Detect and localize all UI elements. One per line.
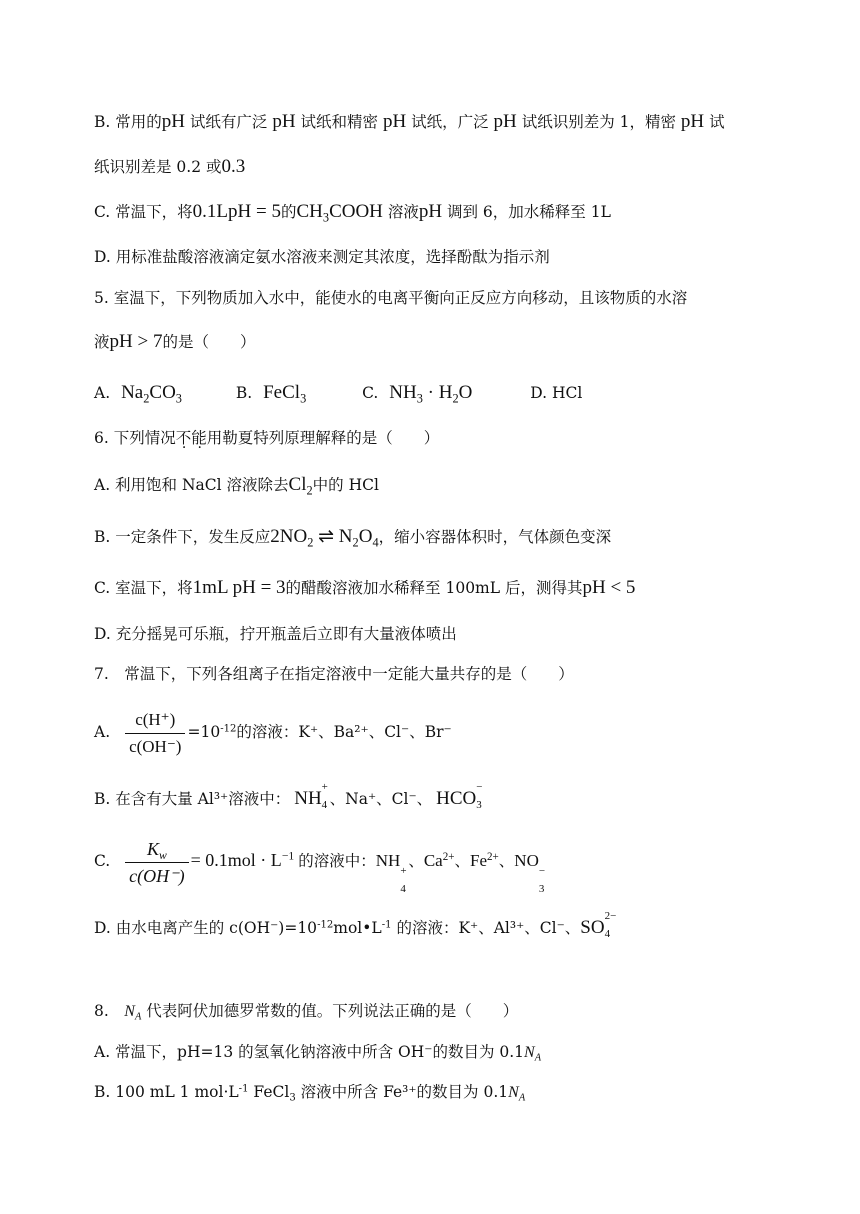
text: 8. bbox=[94, 1002, 125, 1020]
math-value: 0.3 bbox=[221, 156, 246, 177]
separator: 、 bbox=[498, 852, 515, 870]
text: 试纸有广泛 bbox=[184, 113, 273, 131]
option-4b-line-1 bbox=[94, 110, 780, 134]
separator: 、 bbox=[454, 852, 471, 870]
question-text: 代表阿伏加德罗常数的值。下列说法正确的是（ ） bbox=[141, 1002, 519, 1020]
fraction-h-over-oh: $\frac{c(H^+)}{c(OH^-)}$ bbox=[125, 707, 185, 760]
math-na: $N_A$ bbox=[524, 1044, 542, 1064]
ion-iron: $Fe^{2+}$ bbox=[470, 850, 499, 870]
text: 6. 下列情况 bbox=[94, 429, 176, 447]
text: 试纸识别差为 1，精密 bbox=[516, 113, 681, 131]
option-6a bbox=[94, 473, 780, 497]
formula-chlorine: $Cl_2$ bbox=[288, 474, 313, 498]
option-6b bbox=[94, 525, 780, 549]
text: B. 在含有大量 Al³⁺溶液中： bbox=[94, 790, 291, 808]
option-7b bbox=[94, 781, 780, 811]
text: 试纸，广泛 bbox=[406, 113, 494, 131]
exponent: -1 bbox=[381, 919, 392, 931]
text: B. 100 mL 1 mol·L bbox=[94, 1083, 239, 1101]
option-4b-line-2 bbox=[94, 155, 780, 179]
option-label: A. bbox=[94, 723, 111, 741]
fraction-kw-over-oh: $\frac{K_w}{c(OH^-)}$ bbox=[125, 836, 188, 889]
ion-sulfate: SO 2− 4 bbox=[580, 910, 617, 940]
text: C. 常温下，将 bbox=[94, 203, 193, 221]
text: C. 室温下，将 bbox=[94, 579, 193, 597]
option-7d bbox=[94, 910, 780, 940]
text: A. 利用饱和 NaCl 溶液除去 bbox=[94, 476, 289, 494]
option-label: B. bbox=[235, 384, 253, 402]
math-expr: pH < 5 bbox=[582, 577, 636, 598]
option-label: C. bbox=[94, 852, 111, 870]
option-7c bbox=[94, 828, 780, 893]
formula-ammonia-hydrate: $NH_3 \cdot H_2O$ bbox=[389, 382, 473, 406]
text: D. 由水电离产生的 c(OH⁻)=10 bbox=[94, 919, 318, 937]
math-ph: pH bbox=[418, 201, 443, 222]
ion-bicarbonate: HCO − 3 bbox=[436, 781, 483, 811]
text: B. 常用的 bbox=[94, 113, 162, 131]
text: B. 一定条件下，发生反应 bbox=[94, 528, 271, 546]
math-expr: = $0.1mol \cdot L^{-1}$ bbox=[190, 849, 295, 870]
question-5-line-2 bbox=[94, 330, 780, 354]
text: 、Na⁺、Cl⁻、 bbox=[329, 790, 433, 808]
option-7a bbox=[94, 704, 780, 760]
math-ph: pH bbox=[382, 111, 407, 132]
option-label: C. bbox=[362, 384, 379, 402]
subscript: 3 bbox=[289, 1092, 296, 1104]
text: 溶液 bbox=[382, 203, 419, 221]
question-text: 5. 室温下，下列物质加入水中，能使水的电离平衡向正反应方向移动，且该物质的水溶 bbox=[94, 289, 688, 307]
math-na: $N_A$ bbox=[124, 1003, 142, 1023]
option-label: A. bbox=[94, 384, 111, 402]
formula-acetic-acid: $CH_3COOH$ bbox=[296, 201, 383, 225]
emphasis-char: 不 bbox=[175, 429, 192, 447]
option-6d bbox=[94, 622, 780, 646]
question-5-line-1 bbox=[94, 286, 780, 310]
text: 的溶液：K⁺、Al³⁺、Cl⁻、 bbox=[391, 919, 581, 937]
text: 纸识别差是 0.2 或 bbox=[94, 158, 222, 176]
math-expr: pH > 7 bbox=[109, 331, 163, 352]
formula-sodium-carbonate: $Na_2CO_3$ bbox=[121, 382, 182, 406]
equation-no2-n2o4: $2NO_2$ ⇌ $N_2O_4$ bbox=[270, 526, 379, 550]
text: =10 bbox=[187, 723, 221, 741]
math-na: $N_A$ bbox=[508, 1084, 526, 1104]
text: A. 常温下，pH=13 的氢氧化钠溶液中所含 OH⁻的数目为 0.1 bbox=[94, 1043, 525, 1061]
ion-ammonium: NH + 4 bbox=[294, 781, 328, 811]
text: 的醋酸溶液加水稀释至 100mL 后，测得其 bbox=[285, 579, 583, 597]
exponent: -1 bbox=[238, 1083, 249, 1095]
text: 溶液中所含 Fe³⁺的数目为 0.1 bbox=[295, 1083, 509, 1101]
text: 中的 HCl bbox=[312, 476, 379, 494]
emphasis-char: 能 bbox=[191, 429, 207, 447]
text: D. 用标准盐酸溶液滴定氨水溶液来测定其浓度，选择酚酞为指示剂 bbox=[94, 248, 550, 266]
text: FeCl bbox=[248, 1083, 290, 1101]
question-5-options bbox=[94, 381, 780, 405]
option-4d bbox=[94, 245, 780, 269]
ion-nitrate: NO − 3 bbox=[514, 851, 546, 895]
exponent: -12 bbox=[220, 723, 237, 735]
math-ph: pH bbox=[680, 111, 705, 132]
text: ，缩小容器体积时，气体颜色变深 bbox=[378, 528, 612, 546]
option-d: D. HCl bbox=[530, 384, 583, 402]
question-7 bbox=[94, 662, 780, 686]
option-8a bbox=[94, 1040, 780, 1065]
text: D. 充分摇晃可乐瓶，拧开瓶盖后立即有大量液体喷出 bbox=[94, 625, 457, 643]
question-8 bbox=[94, 999, 780, 1024]
option-4c bbox=[94, 200, 780, 224]
ion-ammonium: NH + 4 bbox=[375, 851, 407, 895]
math-ph: pH bbox=[272, 111, 296, 132]
ion-calcium: $Ca^{2+}$ bbox=[423, 850, 455, 870]
math-expr: 1mL pH = 3 bbox=[192, 577, 286, 598]
text: 的溶液中： bbox=[298, 852, 376, 870]
option-6c bbox=[94, 576, 780, 600]
option-8b bbox=[94, 1080, 780, 1105]
text: 用勒夏特列原理解释的是（ ） bbox=[206, 429, 440, 447]
text: 的溶液：K⁺、Ba²⁺、Cl⁻、Br⁻ bbox=[236, 723, 452, 741]
text: 试 bbox=[704, 113, 725, 131]
exponent: -12 bbox=[317, 919, 334, 931]
math-ph: pH bbox=[161, 111, 185, 132]
formula-iron-chloride: FeCl$_3$ bbox=[263, 382, 307, 406]
text: mol•L bbox=[333, 919, 382, 937]
math-expr: 0.1LpH = 5 bbox=[192, 201, 281, 222]
question-text: 7. 常温下，下列各组离子在指定溶液中一定能大量共存的是（ ） bbox=[94, 665, 574, 683]
text: 试纸和精密 bbox=[295, 113, 383, 131]
separator: 、 bbox=[408, 852, 424, 870]
math-ph: pH bbox=[493, 111, 517, 132]
text: 的是（ ） bbox=[162, 333, 256, 351]
text: 的 bbox=[280, 203, 297, 221]
text: 调到 6，加水稀释至 1L bbox=[442, 203, 611, 221]
text: 液 bbox=[94, 333, 110, 351]
question-6 bbox=[94, 426, 780, 450]
